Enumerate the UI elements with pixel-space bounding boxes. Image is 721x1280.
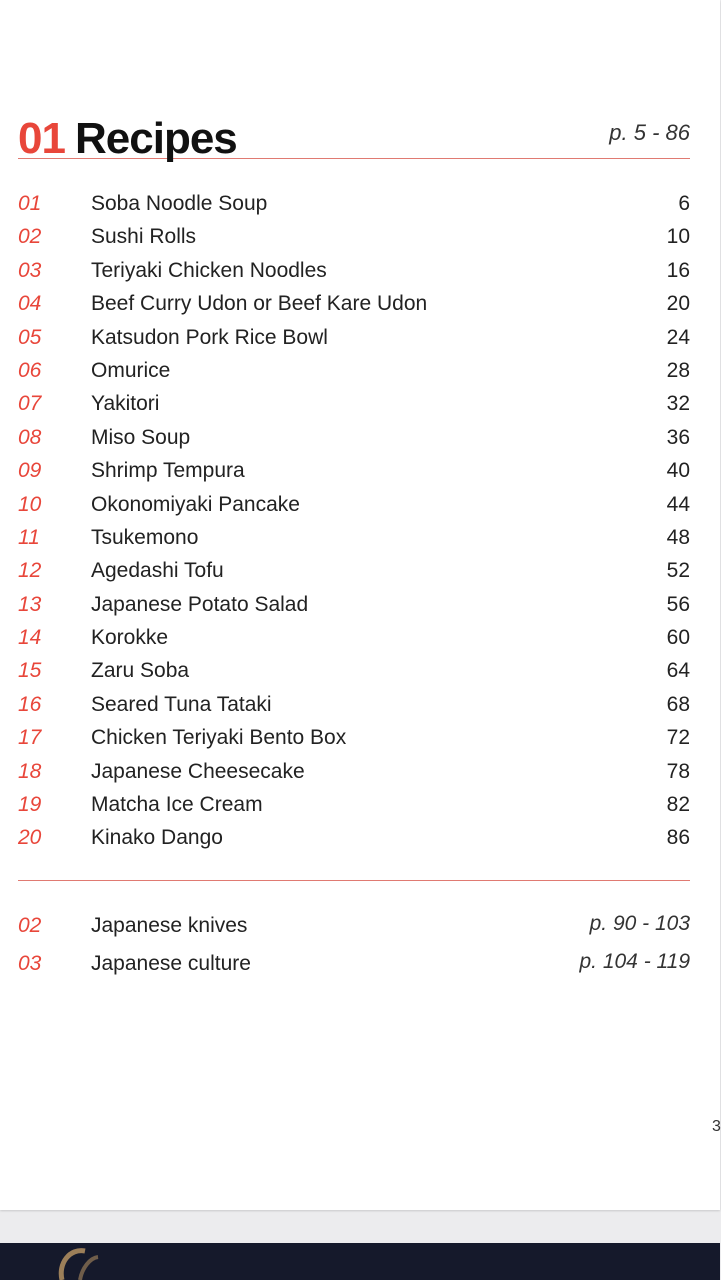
toc-entry-title: Beef Curry Udon or Beef Kare Udon (91, 292, 428, 316)
section-entry-number: 03 (18, 952, 42, 975)
toc-entry-number: 11 (18, 525, 40, 549)
toc-entry[interactable] (18, 255, 690, 288)
toc-entry-title: Matcha Ice Cream (91, 793, 263, 817)
toc-entry-page: 36 (666, 425, 690, 449)
toc-entry[interactable] (18, 355, 690, 388)
toc-entry-title: Zaru Soba (91, 659, 190, 683)
toc-entry-title: Japanese Cheesecake (91, 759, 305, 783)
toc-entry-number: 06 (18, 358, 42, 382)
toc-entry-number: 15 (18, 659, 42, 683)
section-entry[interactable] (18, 948, 690, 986)
toc-entry-number: 04 (18, 292, 42, 316)
toc-entry-number: 20 (18, 826, 42, 850)
toc-entry[interactable] (18, 522, 690, 555)
toc-entry-page: 86 (666, 826, 690, 850)
toc-entry-title: Seared Tuna Tataki (91, 692, 272, 716)
toc-entry-title: Korokke (91, 626, 169, 650)
toc-entry-page: 64 (666, 659, 690, 683)
other-sections-list (18, 910, 690, 986)
toc-entry[interactable] (18, 388, 690, 421)
section-entry-page-range: p. 90 - 103 (589, 912, 690, 935)
section-number: 01 (18, 114, 65, 163)
section-entry-title: Japanese knives (91, 914, 248, 937)
toc-entry-page: 16 (666, 258, 690, 282)
page-number: 3 (712, 1118, 721, 1135)
toc-entry[interactable] (18, 689, 690, 722)
toc-entry-page: 40 (666, 459, 690, 483)
toc-entry-page: 48 (666, 525, 690, 549)
toc-entry-number: 19 (18, 793, 42, 817)
section-header (18, 110, 690, 163)
toc-entry[interactable] (18, 756, 690, 789)
toc-entry-page: 60 (666, 626, 690, 650)
toc-entry-title: Yakitori (91, 392, 160, 416)
toc-entry[interactable] (18, 188, 690, 221)
section-title: Recipes (75, 114, 237, 163)
section-entry-title: Japanese culture (91, 952, 251, 975)
toc-entry-number: 18 (18, 759, 42, 783)
toc-entry-title: Chicken Teriyaki Bento Box (91, 726, 347, 750)
toc-entry-title: Shrimp Tempura (91, 459, 245, 483)
toc-entry-number: 02 (18, 225, 42, 249)
toc-entry-number: 09 (18, 459, 42, 483)
toc-entry-number: 12 (18, 559, 42, 583)
toc-entry[interactable] (18, 555, 690, 588)
toc-entry-page: 24 (666, 325, 690, 349)
toc-entry-page: 78 (666, 759, 690, 783)
toc-entry-number: 08 (18, 425, 42, 449)
toc-entry-number: 14 (18, 626, 42, 650)
toc-entry[interactable] (18, 422, 690, 455)
toc-entry-number: 07 (18, 392, 42, 416)
toc-entry-title: Omurice (91, 358, 171, 382)
toc-entry[interactable] (18, 288, 690, 321)
toc-entry[interactable] (18, 789, 690, 822)
toc-entry[interactable] (18, 722, 690, 755)
toc-entry-page: 32 (666, 392, 690, 416)
toc-entry-title: Kinako Dango (91, 826, 223, 850)
toc-entry-page: 72 (666, 726, 690, 750)
thumbnail-decoration-icon (40, 1243, 100, 1280)
toc-entry-page: 82 (666, 793, 690, 817)
bottom-thumbnail-strip[interactable] (0, 1243, 720, 1280)
toc-entry[interactable] (18, 822, 690, 855)
toc-entry-number: 03 (18, 258, 42, 282)
toc-entry[interactable] (18, 489, 690, 522)
toc-entry-page: 10 (666, 225, 690, 249)
toc-entry-page: 6 (678, 192, 690, 215)
toc-entry-number: 16 (18, 692, 42, 716)
toc-entry-page: 52 (666, 559, 690, 583)
section-page-range: p. 5 - 86 (609, 120, 690, 145)
toc-entry-title: Katsudon Pork Rice Bowl (91, 325, 328, 349)
section-entry-page-range: p. 104 - 119 (579, 950, 690, 973)
toc-entry-number: 10 (18, 492, 42, 516)
toc-entry-title: Miso Soup (91, 425, 191, 449)
section-entry[interactable] (18, 910, 690, 948)
recipe-toc-list (18, 188, 690, 856)
toc-entry-number: 13 (18, 592, 42, 616)
toc-entry-page: 68 (666, 692, 690, 716)
toc-entry-title: Sushi Rolls (91, 225, 197, 249)
toc-entry[interactable] (18, 589, 690, 622)
toc-entry-page: 28 (666, 358, 690, 382)
toc-entry-title: Teriyaki Chicken Noodles (91, 258, 327, 282)
toc-entry-number: 17 (18, 726, 42, 750)
toc-entry[interactable] (18, 655, 690, 688)
toc-entry-page: 20 (666, 292, 690, 316)
toc-entry-title: Agedashi Tofu (91, 559, 224, 583)
toc-entry[interactable] (18, 221, 690, 254)
toc-entry-title: Okonomiyaki Pancake (91, 492, 300, 516)
toc-entry-page: 44 (666, 492, 690, 516)
toc-entry[interactable] (18, 455, 690, 488)
toc-entry[interactable] (18, 322, 690, 355)
section-entry-number: 02 (18, 914, 42, 937)
toc-entry[interactable] (18, 622, 690, 655)
toc-entry-title: Japanese Potato Salad (91, 592, 309, 616)
toc-entry-number: 05 (18, 325, 42, 349)
toc-entry-page: 56 (666, 592, 690, 616)
toc-entry-title: Tsukemono (91, 525, 199, 549)
toc-entry-title: Soba Noodle Soup (91, 192, 268, 215)
toc-entry-number: 01 (18, 192, 42, 215)
section-divider (18, 880, 690, 881)
